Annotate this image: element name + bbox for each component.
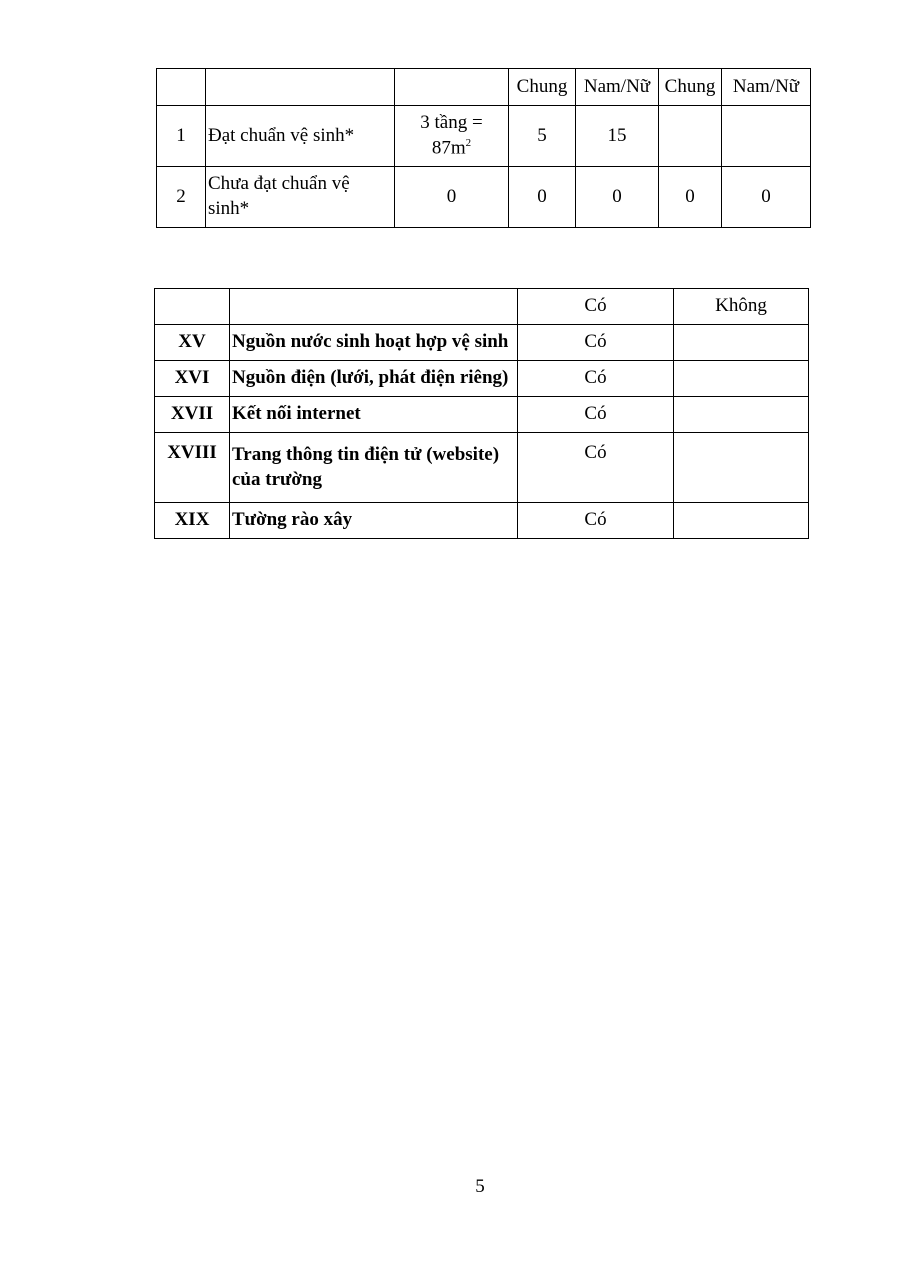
header-cell (230, 289, 518, 325)
row-value: 0 (576, 167, 659, 228)
table-row (155, 325, 809, 361)
row-yes: Có (518, 503, 674, 539)
row-value (722, 106, 811, 167)
row-name: Chưa đạt chuẩn vệ sinh* (206, 167, 395, 228)
row-name: Kết nối internet (230, 397, 518, 433)
table-row (155, 397, 809, 433)
row-number: 1 (157, 106, 206, 167)
header-cell (155, 289, 230, 325)
header-cell (395, 69, 509, 106)
sanitation-table (156, 68, 811, 228)
row-value: 5 (509, 106, 576, 167)
row-no (674, 503, 809, 539)
row-yes: Có (518, 325, 674, 361)
row-no (674, 325, 809, 361)
row-value: 0 (509, 167, 576, 228)
header-cell-chung: Chung (659, 69, 722, 106)
header-cell (206, 69, 395, 106)
row-number: XVII (155, 397, 230, 433)
facility-table (154, 288, 809, 539)
row-value: 0 (659, 167, 722, 228)
row-number: XVI (155, 361, 230, 397)
row-name: Trang thông tin điện tử (website) của trường (230, 433, 518, 503)
row-area: 0 (395, 167, 509, 228)
row-number: XV (155, 325, 230, 361)
header-cell-nam-nu: Nam/Nữ (722, 69, 811, 106)
row-name: Nguồn điện (lưới, phát điện riêng) (230, 361, 518, 397)
header-cell-nam-nu: Nam/Nữ (576, 69, 659, 106)
row-yes: Có (518, 433, 674, 503)
table-row (155, 361, 809, 397)
page-number: 5 (475, 1176, 485, 1197)
table-row (155, 503, 809, 539)
row-name: Nguồn nước sinh hoạt hợp vệ sinh (230, 325, 518, 361)
row-number: XIX (155, 503, 230, 539)
table-row (157, 106, 811, 167)
header-cell-chung: Chung (509, 69, 576, 106)
row-yes: Có (518, 397, 674, 433)
row-no (674, 433, 809, 503)
row-value: 0 (722, 167, 811, 228)
row-value: 15 (576, 106, 659, 167)
row-number: XVIII (155, 433, 230, 503)
header-cell-yes: Có (518, 289, 674, 325)
table-header-row (157, 69, 811, 106)
row-number: 2 (157, 167, 206, 228)
row-value (659, 106, 722, 167)
header-cell-no: Không (674, 289, 809, 325)
row-area: 3 tầng = $87m^2$ (395, 106, 509, 167)
row-no (674, 397, 809, 433)
header-cell (157, 69, 206, 106)
row-name: Đạt chuẩn vệ sinh* (206, 106, 395, 167)
row-no (674, 361, 809, 397)
row-name: Tường rào xây (230, 503, 518, 539)
row-yes: Có (518, 361, 674, 397)
table-row (157, 167, 811, 228)
table-row (155, 433, 809, 503)
table-header-row (155, 289, 809, 325)
